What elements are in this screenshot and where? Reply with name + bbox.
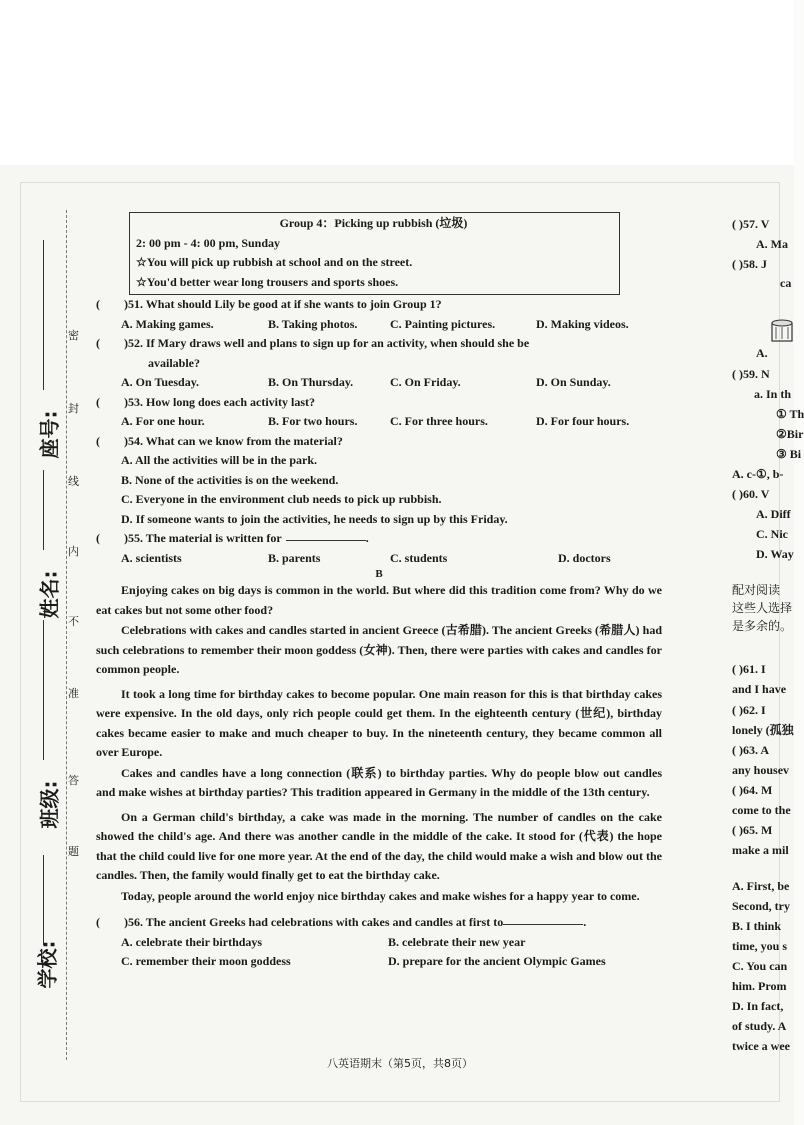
strip-line: ( )60. V: [732, 487, 770, 501]
strip-line: A. Diff: [756, 507, 791, 521]
option: B. parents: [268, 550, 321, 565]
answer-paren[interactable]: (: [96, 433, 100, 448]
option: A. For one hour.: [121, 414, 205, 428]
option: C. students: [390, 550, 448, 565]
cake-illustration-icon: [770, 315, 794, 345]
seal-char: 题: [68, 845, 79, 858]
seat-label: 座号:: [37, 410, 62, 459]
strip-line: 配对阅读: [732, 583, 781, 597]
option: B. celebrate their new year: [388, 934, 526, 949]
main-column: [96, 212, 662, 972]
strip-line: ( )58. J: [732, 257, 767, 271]
strip-line: a. In th: [754, 387, 792, 401]
question-stem: )53. How long does each activity last?: [124, 394, 315, 409]
strip-line: come to the: [732, 803, 791, 817]
seal-char: 封: [68, 402, 79, 415]
group4-line1: ☆You will pick up rubbish at school and on the street.: [136, 255, 413, 269]
group4-box: [129, 212, 620, 295]
strip-line: 是多余的。: [732, 619, 793, 633]
question-stem: )56. The ancient Greeks had celebrations with cakes and candles at first to: [124, 915, 504, 929]
name-label: 姓名:: [37, 570, 62, 619]
question-53: [96, 393, 662, 413]
strip-line: D. In fact,: [732, 999, 784, 1013]
question-54: [96, 432, 662, 452]
option: B. For two hours.: [268, 414, 358, 428]
option: A. Making games.: [121, 316, 214, 331]
class-label: 班级:: [37, 780, 62, 829]
option: D. If someone wants to join the activities, he needs to sign up by this Friday.: [121, 511, 508, 526]
strip-line: ( )61. I: [732, 662, 766, 676]
strip-line: ( )65. M: [732, 823, 773, 837]
answer-paren[interactable]: (: [96, 297, 100, 311]
passage-paragraph: Cakes and candles have a long connection (联系) to birthday parties. Why do people blow out candles and make wishes at birthday parties? This tradition appeared in Germany in the middle of the 13th century.: [96, 765, 662, 799]
strip-line: A.: [756, 346, 768, 360]
question-56-options-row2: [96, 952, 662, 972]
strip-line: ( )59. N: [732, 367, 770, 381]
question-53-options: [96, 412, 662, 432]
stem-end: .: [583, 915, 587, 929]
strip-line: time, you s: [732, 939, 787, 953]
strip-line: B. I think: [732, 919, 782, 933]
group4-title: Group 4：Picking up rubbish (垃圾): [279, 216, 468, 230]
option: C. remember their moon goddess: [121, 954, 291, 968]
answer-paren[interactable]: (: [96, 394, 100, 409]
strip-line: make a mil: [732, 843, 789, 857]
strip-line: A. First, be: [732, 879, 790, 893]
school-line: [43, 855, 44, 945]
strip-line: ( )63. A: [732, 743, 769, 757]
question-51: [96, 295, 662, 315]
option: B. None of the activities is on the weekend.: [121, 472, 339, 487]
strip-line: ( )64. M: [732, 783, 773, 797]
option: D. Making videos.: [536, 316, 629, 331]
stem-end: .: [365, 531, 369, 545]
question-52-options: [96, 373, 662, 393]
name-line: [43, 470, 44, 550]
question-stem-continued: available?: [148, 355, 201, 370]
option: C. On Friday.: [390, 375, 461, 389]
option: D. prepare for the ancient Olympic Games: [388, 954, 606, 968]
passage-paragraph: Today, people around the world enjoy nice birthday cakes and make wishes for a happy year to come.: [121, 888, 640, 903]
answer-blank[interactable]: [503, 913, 583, 925]
strip-line: and I have: [732, 682, 787, 696]
strip-line: ( )62. I: [732, 703, 766, 717]
strip-line: twice a wee: [732, 1039, 790, 1053]
question-stem: )54. What can we know from the material?: [124, 433, 343, 448]
seal-char: 答: [68, 774, 79, 787]
strip-line: ②Bir: [776, 427, 804, 441]
question-56: [96, 913, 662, 933]
seal-char: 线: [68, 475, 79, 488]
question-51-options: [96, 315, 662, 335]
group4-line2: ☆You'd better wear long trousers and sports shoes.: [136, 274, 399, 289]
strip-line: C. Nic: [756, 527, 788, 541]
answer-paren[interactable]: (: [96, 336, 100, 350]
seat-line: [43, 240, 44, 390]
answer-blank[interactable]: [286, 529, 366, 541]
question-55-options: [96, 549, 662, 569]
question-56-options-row1: [96, 933, 662, 953]
answer-paren[interactable]: (: [96, 531, 100, 545]
seal-char: 内: [68, 545, 79, 558]
question-55: [96, 529, 662, 549]
option: C. For three hours.: [390, 414, 488, 428]
question-stem: )52. If Mary draws well and plans to sign up for an activity, when should she be: [124, 336, 530, 350]
option: A. All the activities will be in the park.: [121, 453, 317, 467]
strip-line: lonely (孤独: [732, 723, 794, 737]
strip-line: Second, try: [732, 899, 790, 913]
option: D. For four hours.: [536, 414, 630, 428]
class-line: [43, 620, 44, 760]
strip-line: of study. A: [732, 1019, 787, 1033]
group4-time: 2: 00 pm - 4: 00 pm, Sunday: [136, 235, 281, 250]
option: C. Painting pictures.: [390, 316, 496, 331]
seal-char: 准: [68, 687, 79, 700]
strip-line: D. Way: [756, 547, 794, 561]
seal-char: 不: [68, 615, 79, 628]
question-stem: )55. The material is written for: [124, 531, 282, 545]
option: A. celebrate their birthdays: [121, 934, 263, 949]
passage-paragraph: Enjoying cakes on big days is common in the world. But where did this tradition come from? Why do we eat cakes but not some other food?: [96, 583, 662, 617]
top-blank-area: [0, 0, 794, 165]
page-footer: 八英语期末（第5页，共8页）: [327, 1057, 473, 1070]
strip-line: C. You can: [732, 959, 788, 973]
question-stem: )51. What should Lily be good at if she wants to join Group 1?: [124, 297, 442, 311]
option: A. scientists: [121, 550, 182, 565]
passage-paragraph: On a German child's birthday, a cake was made in the morning. The number of candles on the cake showed the child's age. And there was another candle in the middle of the cake. It stood for (代表) the hope that the child could live for one more year. At the end of the day, the child would make a wish and blow out the candles. Then, the family would finally get to eat the birthday cake.: [96, 809, 662, 882]
strip-line: A. Ma: [756, 237, 788, 251]
option: D. doctors: [558, 550, 611, 565]
section-heading: B: [375, 568, 383, 580]
strip-line: him. Prom: [732, 979, 787, 993]
strip-line: ( )57. V: [732, 217, 770, 231]
school-label: 学校:: [35, 940, 60, 989]
passage-paragraph: It took a long time for birthday cakes to become popular. One main reason for this is that birthday cakes were expensive. In the old days, only rich people could get them. In the eighteenth century (世纪), birthday cakes became easier to make and much cheaper to buy. In the nineteenth century, they became common all over Europe.: [96, 686, 662, 759]
strip-line: any housev: [732, 763, 790, 777]
strip-line: ca: [780, 276, 792, 290]
option: B. Taking photos.: [268, 316, 358, 331]
question-52: [96, 334, 662, 354]
option: C. Everyone in the environment club needs to pick up rubbish.: [121, 492, 442, 506]
option: A. On Tuesday.: [121, 375, 200, 389]
option: B. On Thursday.: [268, 375, 354, 389]
seal-char: 密: [68, 329, 79, 342]
seal-dashed-line: [66, 210, 67, 1060]
strip-line: ① Th: [776, 407, 804, 421]
passage-paragraph: Celebrations with cakes and candles started in ancient Greece (古希腊). The ancient Greeks (希腊人) had such celebrations to remember their moon goddess (女神). Then, there were parties with cakes and candles for common people.: [96, 623, 662, 676]
strip-line: 这些人选择: [732, 601, 793, 615]
strip-line: ③ Bi: [776, 447, 802, 461]
strip-line: A. c-①, b-: [732, 467, 784, 481]
option: D. On Sunday.: [536, 375, 611, 389]
answer-paren[interactable]: (: [96, 915, 100, 929]
